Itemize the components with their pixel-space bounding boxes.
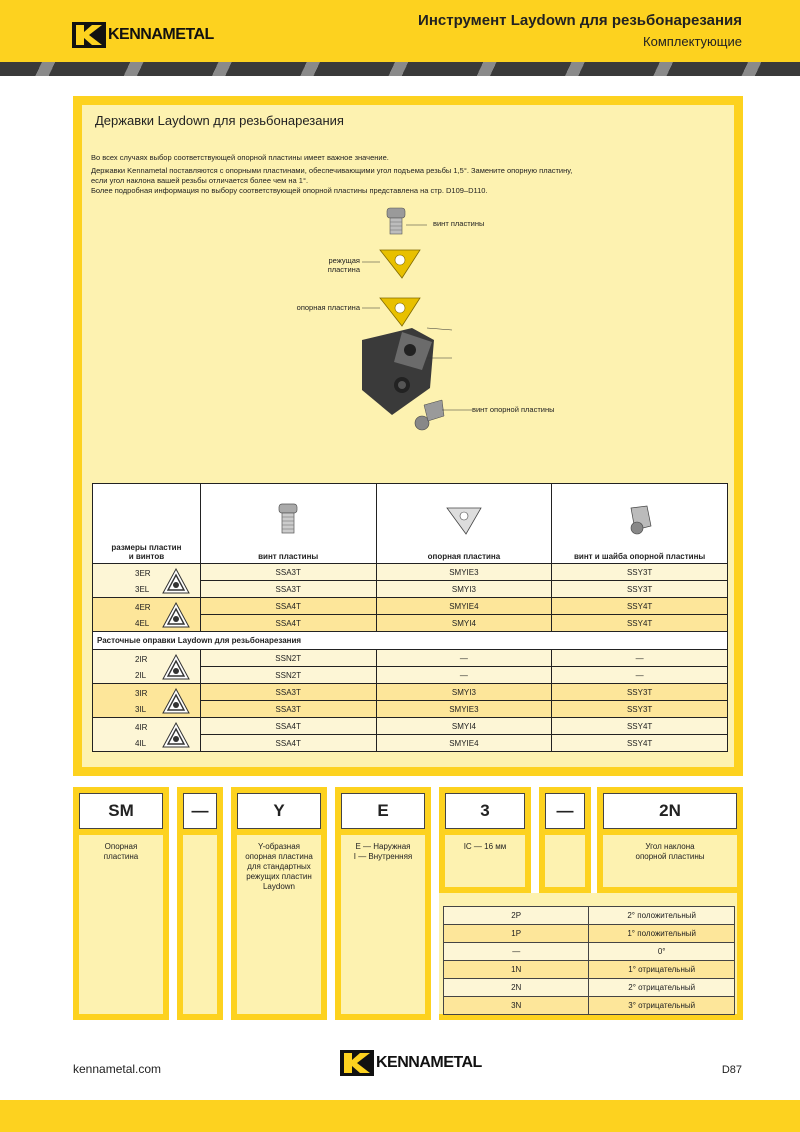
cell-screw: SSA3T [200, 564, 376, 581]
footer-url-link[interactable]: kennametal.com [73, 1062, 162, 1076]
holder-block-icon [362, 328, 434, 415]
col-header-size: размеры пластин и винтов [93, 484, 201, 564]
shim-screw-icon [625, 504, 655, 536]
col-header-shim-screw: винт и шайба опорной пластины [552, 484, 728, 564]
col-header-screw: винт пластины [200, 484, 376, 564]
cell-shim-screw: SSY4T [552, 735, 728, 752]
cell-shim: SMYI4 [376, 718, 552, 735]
table-row [93, 564, 728, 581]
cell-shim: SMYIE4 [376, 735, 552, 752]
exploded-diagram [262, 200, 582, 450]
table-subheader-row [93, 632, 728, 650]
table-row: 1P 1° положительный [444, 925, 735, 943]
cell-shim: — [376, 667, 552, 684]
kennametal-logo-icon [72, 22, 106, 48]
cell-screw: SSA3T [200, 684, 376, 701]
callout-insert-l1: режущая [328, 256, 360, 265]
shim-icon [380, 298, 420, 326]
cell-shim: SMYIE3 [376, 564, 552, 581]
page-title: Инструмент Laydown для резьбонарезания [418, 12, 742, 29]
table-row [93, 684, 728, 701]
size-cell: 3ER 3EL [93, 564, 201, 598]
code-box-3: 3 [445, 793, 525, 829]
code-box-e: E [341, 793, 425, 829]
callout-insert-l2: пластина [327, 265, 360, 274]
cell-shim: — [376, 650, 552, 667]
logo-text: KENNAMETAL [108, 26, 214, 43]
cell-shim-screw: SSY3T [552, 701, 728, 718]
logo-text: KENNAMETAL [376, 1054, 482, 1071]
cell-screw: SSA4T [200, 615, 376, 632]
table-row: 3N 3° отрицательный [444, 997, 735, 1015]
page-number: D87 [721, 1064, 742, 1076]
cell-shim: SMYI3 [376, 684, 552, 701]
cell-shim-screw: SSY3T [552, 564, 728, 581]
paragraph-2: Державки Kennametal поставляются с опорными пластинами, обеспечивающими угол подъема резьбы 1,5°. Замените опорную пластину, [91, 166, 573, 175]
table-row [93, 718, 728, 735]
insert-triangle-icon [161, 601, 191, 629]
cell-shim: SMYIE4 [376, 598, 552, 615]
cell-shim-screw: SSY4T [552, 615, 728, 632]
cell-screw: SSA3T [200, 581, 376, 598]
size-cell: 3IR 3IL [93, 684, 201, 718]
table-header-row [93, 484, 728, 564]
cell-screw: SSA4T [200, 598, 376, 615]
cell-shim: SMYI3 [376, 581, 552, 598]
paragraph-1: Во всех случаях выбор соответствующей опорной пластины имеет важное значение. [91, 153, 389, 162]
table-row [93, 598, 728, 615]
desc-angle: Угол наклона опорной пластины [635, 842, 705, 861]
shim-screw-icon [415, 400, 444, 430]
size-cell: 4IR 4IL [93, 718, 201, 752]
cell-screw: SSA3T [200, 701, 376, 718]
desc-shim: Опорная пластина [103, 842, 139, 861]
insert-triangle-icon [161, 653, 191, 681]
cell-shim: SMYIE3 [376, 701, 552, 718]
bottom-bar [0, 1100, 800, 1132]
desc-ic: IC — 16 мм [463, 842, 507, 851]
insert-screw-icon [387, 208, 405, 234]
cell-shim-screw: — [552, 650, 728, 667]
paragraph-3: если угол наклона вашей резьбы отличается более чем на 1°. [91, 176, 309, 185]
header-stripe [0, 62, 800, 76]
callout-shim: опорная пластина [296, 303, 360, 312]
col-header-shim: опорная пластина [376, 484, 552, 564]
paragraph-4: Более подробная информация по выбору соответствующей опорной пластины представлена на стр. D109–D110. [91, 186, 488, 195]
cell-shim-screw: — [552, 667, 728, 684]
cell-shim-screw: SSY4T [552, 718, 728, 735]
parts-table [92, 483, 728, 752]
page-subtitle: Комплектующие [643, 34, 742, 49]
header-logo[interactable] [72, 22, 214, 48]
desc-internal-external: E — Наружная I — Внутренняя [353, 842, 413, 861]
insert-triangle-icon [161, 567, 191, 595]
cell-screw: SSN2T [200, 650, 376, 667]
angle-table [443, 906, 735, 1015]
section-title: Державки Laydown для резьбонарезания [95, 113, 344, 128]
cutting-insert-icon [380, 250, 420, 278]
table-row: 2P 2° положительный [444, 907, 735, 925]
desc-y-shim: Y-образная опорная пластина для стандартных режущих пластин Laydown [245, 842, 313, 891]
cell-shim-screw: SSY3T [552, 581, 728, 598]
kennametal-logo-icon [340, 1050, 374, 1076]
callout-shim-screw: винт опорной пластины [472, 405, 555, 414]
size-cell: 2IR 2IL [93, 650, 201, 684]
cell-shim-screw: SSY4T [552, 598, 728, 615]
insert-triangle-icon [161, 687, 191, 715]
table-row: — 0° [444, 943, 735, 961]
cell-screw: SSN2T [200, 667, 376, 684]
footer-logo[interactable] [340, 1050, 482, 1076]
subheader-boring-bars: Расточные оправки Laydown для резьбонарезания [93, 632, 728, 650]
insert-triangle-icon [161, 721, 191, 749]
cell-screw: SSA4T [200, 735, 376, 752]
table-row: 1N 1° отрицательный [444, 961, 735, 979]
cell-shim: SMYI4 [376, 615, 552, 632]
code-box-y: Y [237, 793, 321, 829]
shim-icon [444, 504, 484, 536]
code-box-2n: 2N [603, 793, 737, 829]
table-row: 2N 2° отрицательный [444, 979, 735, 997]
size-cell: 4ER 4EL [93, 598, 201, 632]
code-box-dash-2: — [545, 793, 585, 829]
code-box-dash-1: — [183, 793, 217, 829]
cell-shim-screw: SSY3T [552, 684, 728, 701]
code-box-sm: SM [79, 793, 163, 829]
cell-screw: SSA4T [200, 718, 376, 735]
insert-screw-icon [276, 502, 300, 538]
callout-screw: винт пластины [433, 219, 485, 228]
table-row [93, 650, 728, 667]
